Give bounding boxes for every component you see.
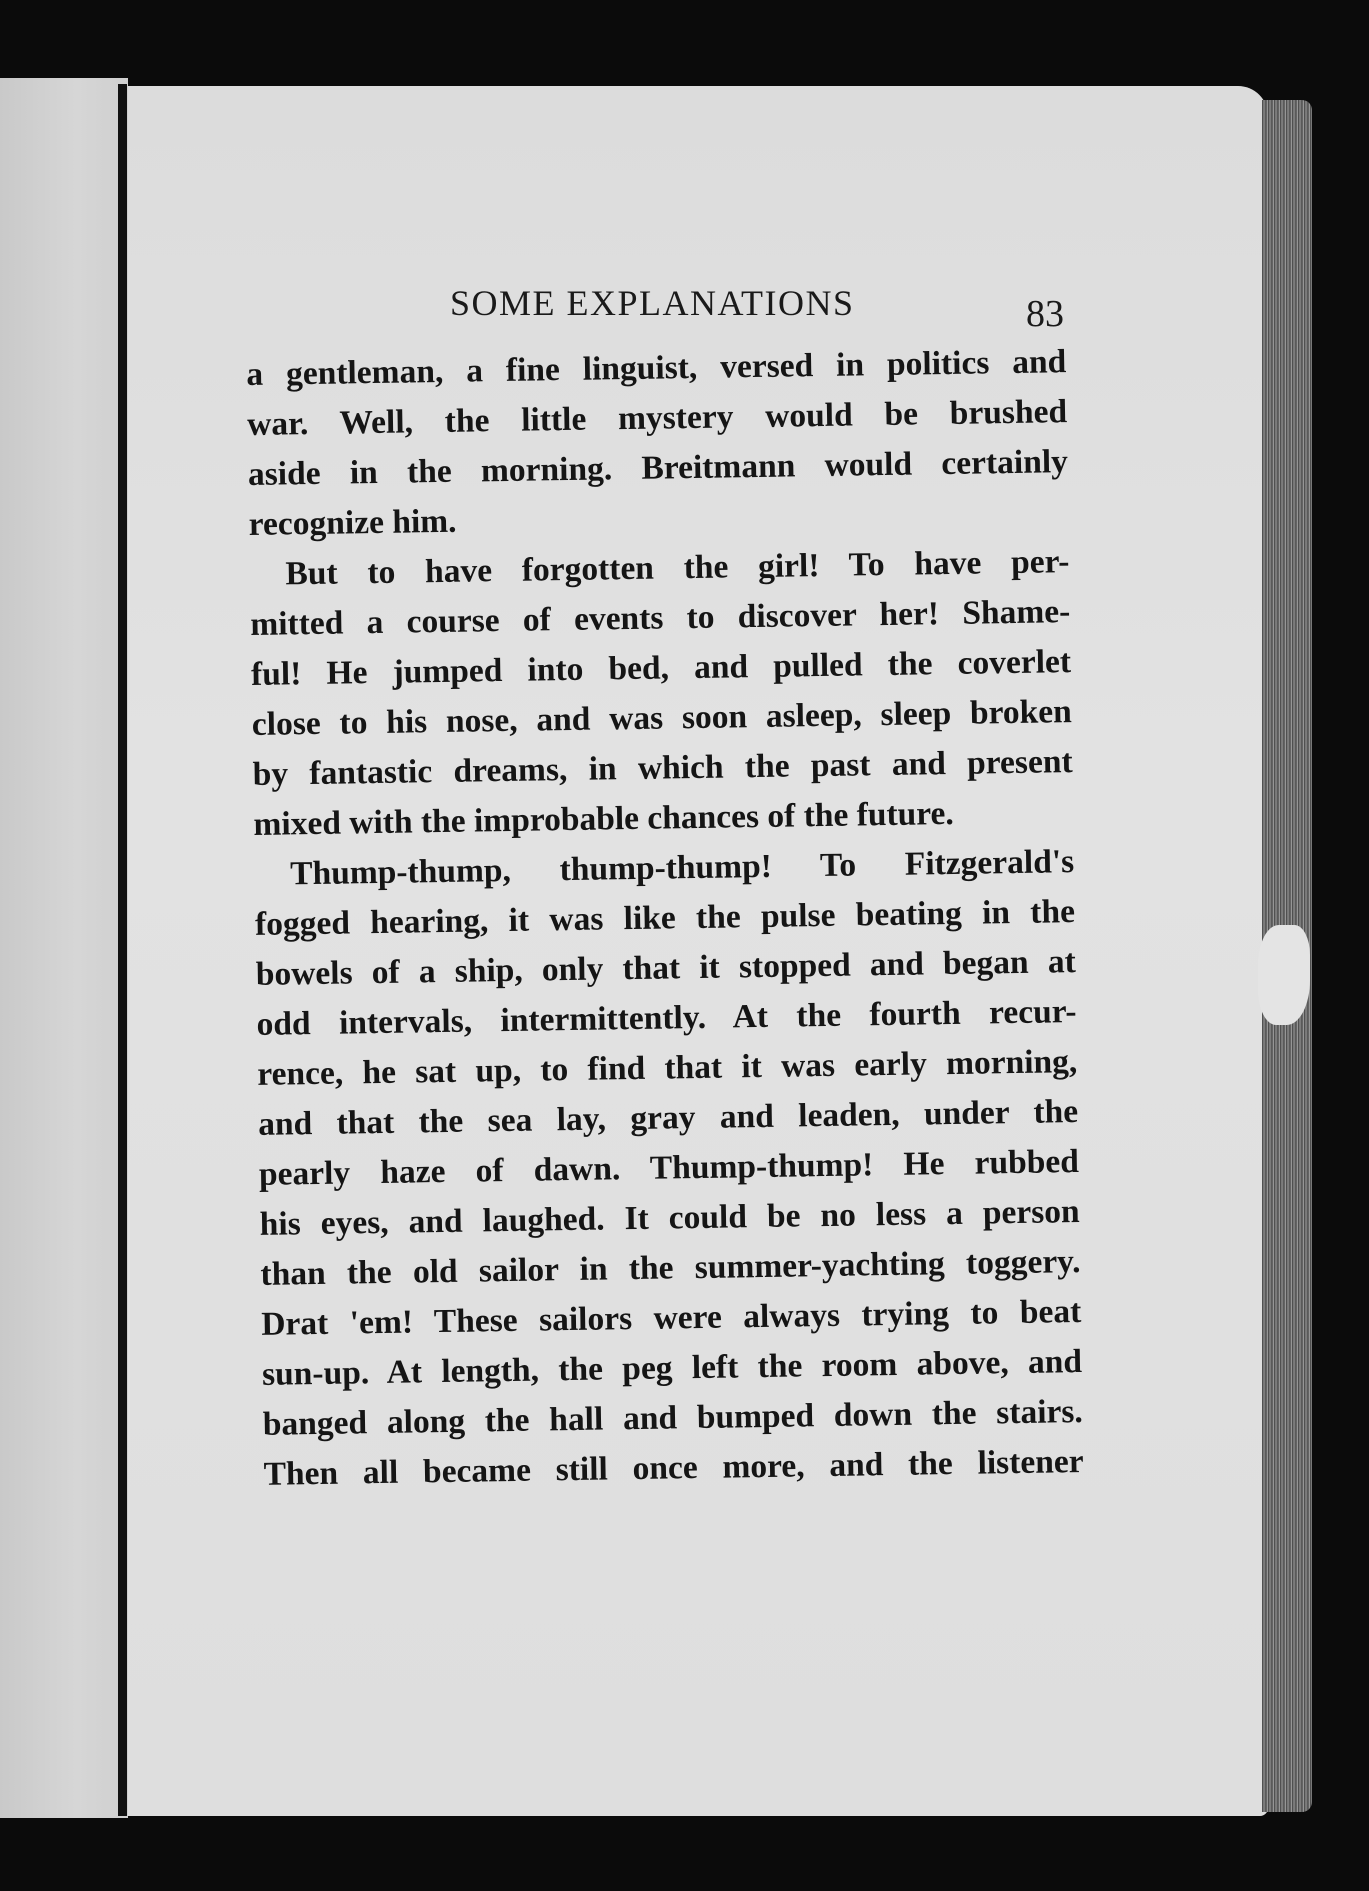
text-line: Then all became still once more, and the listener [263, 1442, 1084, 1493]
text-line: mixed with the improbable chances of the future. [253, 794, 955, 843]
page-gutter [118, 84, 127, 1816]
text-line: by fantastic dreams, in which the past and present [252, 743, 1073, 793]
text-line: and that the sea lay, gray and leaden, under the [257, 1093, 1079, 1143]
text-line: mitted a course of events to discover her! Shame- [250, 593, 1071, 643]
text-line: fogged hearing, it was like the pulse beating in the [254, 893, 1076, 943]
body-text [246, 337, 1084, 1500]
text-line: a gentleman, a fine linguist, versed in politics and [246, 343, 1067, 393]
text-line: odd intervals, intermittently. At the fourth recur- [256, 993, 1077, 1043]
text-line: than the old sailor in the summer-yachting toggery. [260, 1243, 1081, 1293]
paper-blemish [1258, 925, 1310, 1025]
text-line: bowels of a ship, only that it stopped and began at [255, 943, 1076, 993]
text-line: banged along the hall and bumped down the stairs. [262, 1392, 1084, 1443]
text-line: ful! He jumped into bed, and pulled the coverlet [250, 643, 1072, 693]
text-line: Drat 'em! These sailors were always trying to beat [261, 1293, 1082, 1343]
text-line: his eyes, and laughed. It could be no less a person [259, 1193, 1080, 1243]
text-line: sun-up. At length, the peg left the room above, and [261, 1342, 1083, 1393]
text-line: Thump-thump, thump-thump! To Fitzgerald's [289, 843, 1075, 893]
text-line: recognize him. [248, 502, 457, 543]
text-line: war. Well, the little mystery would be brushed [246, 393, 1068, 443]
text-line: But to have forgotten the girl! To have per- [285, 543, 1070, 593]
running-head: SOME EXPLANATIONS [450, 283, 855, 323]
text-line: pearly haze of dawn. Thump-thump! He rubbed [258, 1143, 1080, 1193]
text-line: rence, he sat up, to find that it was early morning, [257, 1043, 1078, 1093]
text-line: aside in the morning. Breitmann would certainly [247, 443, 1069, 493]
left-page [0, 78, 128, 1818]
text-line: close to his nose, and was soon asleep, sleep broken [251, 693, 1073, 743]
page-number: 83 [1026, 293, 1064, 335]
